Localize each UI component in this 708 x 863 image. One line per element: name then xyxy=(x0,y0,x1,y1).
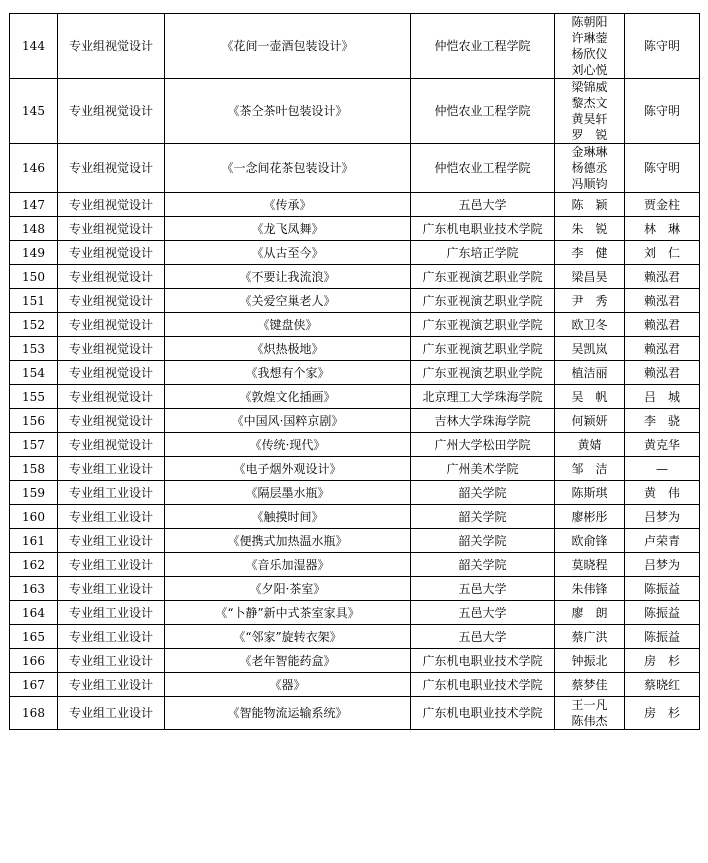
advisor-cell: 吕 城 xyxy=(625,385,700,409)
school-cell: 广东机电职业技术学院 xyxy=(411,649,555,673)
advisor-cell: 黄克华 xyxy=(625,433,700,457)
advisor-cell: 李 骁 xyxy=(625,409,700,433)
member-name: 刘心悦 xyxy=(571,63,608,77)
entry-number-cell: 150 xyxy=(10,265,58,289)
school-cell: 韶关学院 xyxy=(411,481,555,505)
entry-number-cell: 162 xyxy=(10,553,58,577)
work-title-cell: 《龙飞凤舞》 xyxy=(165,217,411,241)
advisor-cell: — xyxy=(625,457,700,481)
work-title-cell: 《电子烟外观设计》 xyxy=(165,457,411,481)
table-row xyxy=(10,433,700,457)
category-cell: 专业组视觉设计 xyxy=(58,144,165,193)
entry-number-cell: 168 xyxy=(10,697,58,730)
members-cell xyxy=(555,433,625,457)
member-name: 王一凡 xyxy=(571,698,608,712)
table-body xyxy=(10,14,700,730)
member-name: 朱伟锋 xyxy=(571,581,608,596)
members-cell xyxy=(555,409,625,433)
category-cell: 专业组工业设计 xyxy=(58,553,165,577)
advisor-cell: 吕梦为 xyxy=(625,553,700,577)
members-cell xyxy=(555,577,625,601)
entry-number-cell: 155 xyxy=(10,385,58,409)
work-title-cell: 《传统·现代》 xyxy=(165,433,411,457)
advisor-cell: 房 杉 xyxy=(625,697,700,730)
member-name: 邹 洁 xyxy=(571,461,608,476)
advisor-cell: 贾金柱 xyxy=(625,193,700,217)
member-name: 陈朝阳 xyxy=(571,15,608,29)
advisor-cell: 赖泓君 xyxy=(625,289,700,313)
members-cell xyxy=(555,193,625,217)
school-cell: 广东机电职业技术学院 xyxy=(411,673,555,697)
entry-number-cell: 163 xyxy=(10,577,58,601)
member-name: 许琳蓥 xyxy=(571,31,608,45)
members-cell xyxy=(555,529,625,553)
award-list-table xyxy=(9,13,700,730)
work-title-cell: 《隔层墨水瓶》 xyxy=(165,481,411,505)
table-row xyxy=(10,289,700,313)
category-cell: 专业组视觉设计 xyxy=(58,361,165,385)
table-row xyxy=(10,481,700,505)
work-title-cell: 《我想有个家》 xyxy=(165,361,411,385)
table-row xyxy=(10,217,700,241)
table-row xyxy=(10,505,700,529)
member-name: 吴凯岚 xyxy=(571,341,608,356)
members-cell xyxy=(555,144,625,193)
work-title-cell: 《“卜静”新中式茶室家具》 xyxy=(165,601,411,625)
work-title-cell: 《花间一壶酒包装设计》 xyxy=(165,14,411,79)
member-name: 尹 秀 xyxy=(571,293,608,308)
member-name: 黎杰文 xyxy=(571,96,608,110)
work-title-cell: 《敦煌文化插画》 xyxy=(165,385,411,409)
advisor-cell: 陈振益 xyxy=(625,601,700,625)
category-cell: 专业组工业设计 xyxy=(58,481,165,505)
entry-number-cell: 152 xyxy=(10,313,58,337)
advisor-cell: 刘 仁 xyxy=(625,241,700,265)
table-row xyxy=(10,265,700,289)
work-title-cell: 《器》 xyxy=(165,673,411,697)
school-cell: 韶关学院 xyxy=(411,553,555,577)
member-name: 杨欣仪 xyxy=(571,47,608,61)
member-name: 蔡广洪 xyxy=(571,629,608,644)
advisor-cell: 林 琳 xyxy=(625,217,700,241)
entry-number-cell: 146 xyxy=(10,144,58,193)
member-name: 廖彬彤 xyxy=(571,509,608,524)
school-cell: 广州美术学院 xyxy=(411,457,555,481)
advisor-cell: 陈守明 xyxy=(625,14,700,79)
category-cell: 专业组视觉设计 xyxy=(58,289,165,313)
category-cell: 专业组视觉设计 xyxy=(58,14,165,79)
category-cell: 专业组视觉设计 xyxy=(58,337,165,361)
school-cell: 五邑大学 xyxy=(411,577,555,601)
advisor-cell: 卢荣青 xyxy=(625,529,700,553)
school-cell: 吉林大学珠海学院 xyxy=(411,409,555,433)
school-cell: 广东亚视演艺职业学院 xyxy=(411,313,555,337)
entry-number-cell: 148 xyxy=(10,217,58,241)
entry-number-cell: 165 xyxy=(10,625,58,649)
table-row xyxy=(10,385,700,409)
table-row xyxy=(10,529,700,553)
work-title-cell: 《老年智能药盒》 xyxy=(165,649,411,673)
member-name: 冯顺钧 xyxy=(571,177,608,191)
member-name: 廖 朗 xyxy=(571,605,608,620)
school-cell: 广东亚视演艺职业学院 xyxy=(411,289,555,313)
entry-number-cell: 151 xyxy=(10,289,58,313)
table-row xyxy=(10,337,700,361)
member-name: 梁昌昊 xyxy=(571,269,608,284)
entry-number-cell: 167 xyxy=(10,673,58,697)
members-cell xyxy=(555,505,625,529)
table-row xyxy=(10,649,700,673)
school-cell: 仲恺农业工程学院 xyxy=(411,79,555,144)
table-row xyxy=(10,457,700,481)
category-cell: 专业组工业设计 xyxy=(58,697,165,730)
category-cell: 专业组视觉设计 xyxy=(58,433,165,457)
member-name: 蔡梦佳 xyxy=(571,677,608,692)
table-row xyxy=(10,601,700,625)
advisor-cell: 赖泓君 xyxy=(625,265,700,289)
category-cell: 专业组工业设计 xyxy=(58,505,165,529)
category-cell: 专业组视觉设计 xyxy=(58,265,165,289)
work-title-cell: 《智能物流运输系统》 xyxy=(165,697,411,730)
work-title-cell: 《夕阳·茶室》 xyxy=(165,577,411,601)
work-title-cell: 《不要让我流浪》 xyxy=(165,265,411,289)
school-cell: 广东亚视演艺职业学院 xyxy=(411,361,555,385)
category-cell: 专业组视觉设计 xyxy=(58,193,165,217)
members-cell xyxy=(555,79,625,144)
category-cell: 专业组工业设计 xyxy=(58,673,165,697)
advisor-cell: 赖泓君 xyxy=(625,361,700,385)
member-name: 黄昊轩 xyxy=(571,112,608,126)
member-name: 梁锦威 xyxy=(571,80,608,94)
members-cell xyxy=(555,601,625,625)
entry-number-cell: 147 xyxy=(10,193,58,217)
category-cell: 专业组视觉设计 xyxy=(58,385,165,409)
school-cell: 五邑大学 xyxy=(411,193,555,217)
entry-number-cell: 158 xyxy=(10,457,58,481)
member-name: 陈 颖 xyxy=(571,197,608,212)
school-cell: 广东机电职业技术学院 xyxy=(411,697,555,730)
school-cell: 仲恺农业工程学院 xyxy=(411,14,555,79)
table-row xyxy=(10,409,700,433)
school-cell: 五邑大学 xyxy=(411,601,555,625)
table-row xyxy=(10,241,700,265)
member-name: 莫晓程 xyxy=(571,557,608,572)
school-cell: 韶关学院 xyxy=(411,529,555,553)
members-cell xyxy=(555,241,625,265)
category-cell: 专业组工业设计 xyxy=(58,577,165,601)
advisor-cell: 陈振益 xyxy=(625,577,700,601)
members-cell xyxy=(555,457,625,481)
entry-number-cell: 144 xyxy=(10,14,58,79)
category-cell: 专业组视觉设计 xyxy=(58,409,165,433)
school-cell: 广东培正学院 xyxy=(411,241,555,265)
members-cell xyxy=(555,385,625,409)
entry-number-cell: 145 xyxy=(10,79,58,144)
category-cell: 专业组视觉设计 xyxy=(58,241,165,265)
table-row xyxy=(10,14,700,79)
table-row xyxy=(10,144,700,193)
members-cell xyxy=(555,313,625,337)
members-cell xyxy=(555,553,625,577)
entry-number-cell: 154 xyxy=(10,361,58,385)
table-row xyxy=(10,673,700,697)
work-title-cell: 《“邻家”旋转衣架》 xyxy=(165,625,411,649)
work-title-cell: 《关爱空巢老人》 xyxy=(165,289,411,313)
member-name: 李 健 xyxy=(571,245,608,260)
category-cell: 专业组工业设计 xyxy=(58,529,165,553)
category-cell: 专业组工业设计 xyxy=(58,649,165,673)
category-cell: 专业组视觉设计 xyxy=(58,79,165,144)
work-title-cell: 《一念间花茶包装设计》 xyxy=(165,144,411,193)
advisor-cell: 陈振益 xyxy=(625,625,700,649)
member-name: 金琳琳 xyxy=(571,145,608,159)
entry-number-cell: 159 xyxy=(10,481,58,505)
member-name: 杨德丞 xyxy=(571,161,608,175)
member-name: 何颖妍 xyxy=(571,413,608,428)
member-name: 黄婧 xyxy=(577,437,602,452)
work-title-cell: 《键盘侠》 xyxy=(165,313,411,337)
table-row xyxy=(10,361,700,385)
work-title-cell: 《中国风·国粹京剧》 xyxy=(165,409,411,433)
advisor-cell: 吕梦为 xyxy=(625,505,700,529)
member-name: 吴 帆 xyxy=(571,389,608,404)
entry-number-cell: 161 xyxy=(10,529,58,553)
member-name: 陈伟杰 xyxy=(571,714,608,728)
table-row xyxy=(10,79,700,144)
school-cell: 五邑大学 xyxy=(411,625,555,649)
entry-number-cell: 153 xyxy=(10,337,58,361)
work-title-cell: 《触摸时间》 xyxy=(165,505,411,529)
school-cell: 仲恺农业工程学院 xyxy=(411,144,555,193)
table-row xyxy=(10,697,700,730)
advisor-cell: 房 杉 xyxy=(625,649,700,673)
advisor-cell: 陈守明 xyxy=(625,144,700,193)
work-title-cell: 《音乐加湿器》 xyxy=(165,553,411,577)
category-cell: 专业组视觉设计 xyxy=(58,217,165,241)
members-cell xyxy=(555,481,625,505)
member-name: 植洁丽 xyxy=(571,365,608,380)
work-title-cell: 《炽热极地》 xyxy=(165,337,411,361)
member-name: 欧俞锋 xyxy=(571,533,608,548)
members-cell xyxy=(555,673,625,697)
members-cell xyxy=(555,649,625,673)
work-title-cell: 《茶仝茶叶包装设计》 xyxy=(165,79,411,144)
advisor-cell: 赖泓君 xyxy=(625,337,700,361)
work-title-cell: 《传承》 xyxy=(165,193,411,217)
advisor-cell: 赖泓君 xyxy=(625,313,700,337)
members-cell xyxy=(555,337,625,361)
members-cell xyxy=(555,14,625,79)
school-cell: 北京理工大学珠海学院 xyxy=(411,385,555,409)
members-cell xyxy=(555,217,625,241)
school-cell: 广东亚视演艺职业学院 xyxy=(411,337,555,361)
entry-number-cell: 160 xyxy=(10,505,58,529)
members-cell xyxy=(555,361,625,385)
entry-number-cell: 164 xyxy=(10,601,58,625)
category-cell: 专业组视觉设计 xyxy=(58,313,165,337)
work-title-cell: 《从古至今》 xyxy=(165,241,411,265)
work-title-cell: 《便携式加热温水瓶》 xyxy=(165,529,411,553)
entry-number-cell: 156 xyxy=(10,409,58,433)
member-name: 钟振北 xyxy=(571,653,608,668)
members-cell xyxy=(555,289,625,313)
members-cell xyxy=(555,697,625,730)
table-row xyxy=(10,193,700,217)
members-cell xyxy=(555,625,625,649)
entry-number-cell: 157 xyxy=(10,433,58,457)
school-cell: 韶关学院 xyxy=(411,505,555,529)
table-row xyxy=(10,313,700,337)
advisor-cell: 陈守明 xyxy=(625,79,700,144)
school-cell: 广州大学松田学院 xyxy=(411,433,555,457)
category-cell: 专业组工业设计 xyxy=(58,601,165,625)
advisor-cell: 蔡晓红 xyxy=(625,673,700,697)
category-cell: 专业组工业设计 xyxy=(58,625,165,649)
member-name: 罗 锐 xyxy=(571,128,608,142)
school-cell: 广东亚视演艺职业学院 xyxy=(411,265,555,289)
member-name: 欧卫冬 xyxy=(571,317,608,332)
advisor-cell: 黄 伟 xyxy=(625,481,700,505)
table-row xyxy=(10,553,700,577)
member-name: 朱 锐 xyxy=(571,221,608,236)
table-row xyxy=(10,577,700,601)
entry-number-cell: 166 xyxy=(10,649,58,673)
school-cell: 广东机电职业技术学院 xyxy=(411,217,555,241)
table-row xyxy=(10,625,700,649)
entry-number-cell: 149 xyxy=(10,241,58,265)
category-cell: 专业组工业设计 xyxy=(58,457,165,481)
members-cell xyxy=(555,265,625,289)
member-name: 陈斯琪 xyxy=(571,485,608,500)
